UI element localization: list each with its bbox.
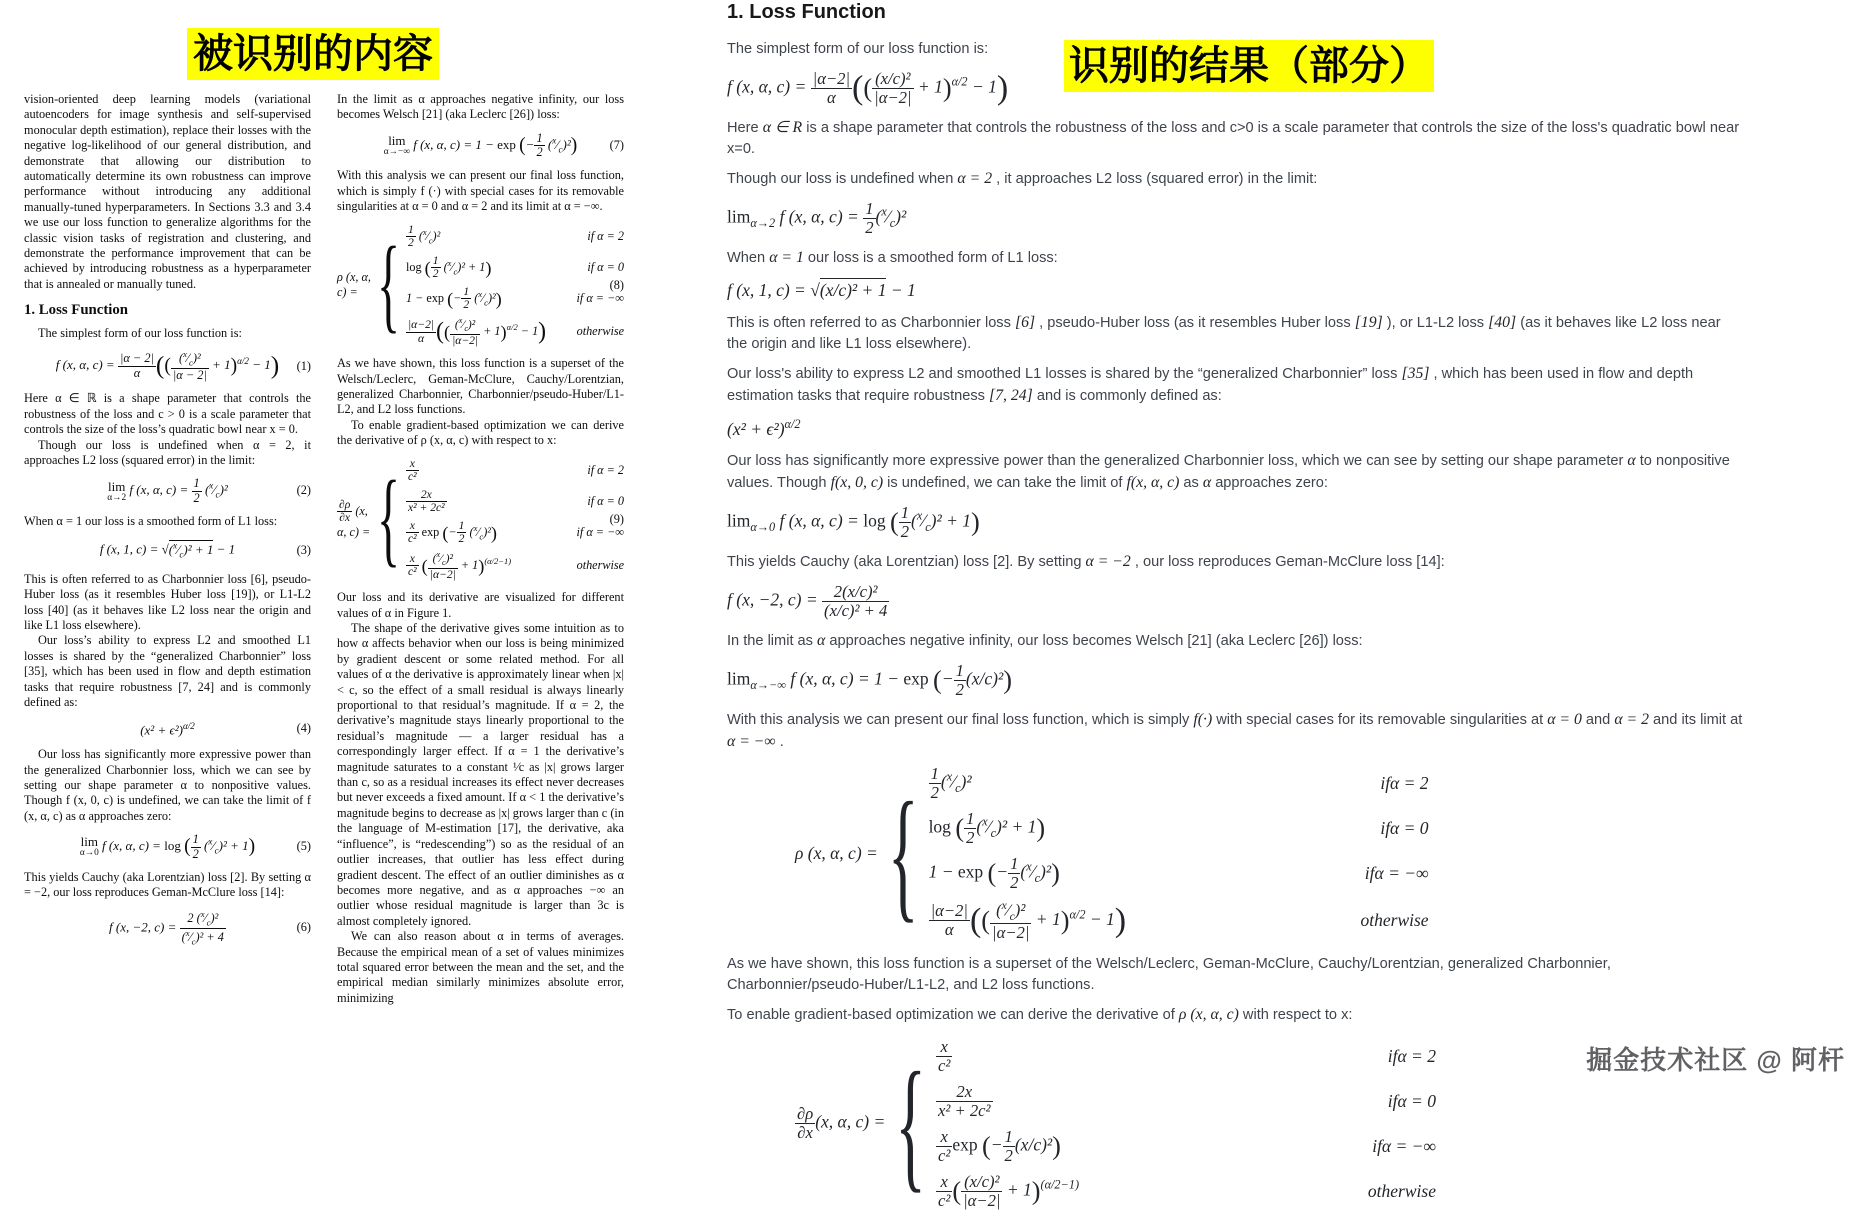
paper-paragraph-power: Our loss has significantly more expressive power than the generalized Charbonnier loss, which we can see by setting our shape parameter α to nonpositive values. Though f (x, 0, c) is undefined, we can take the limit of f (x, α, c) as α approaches zero: [24, 747, 311, 823]
case-expr: $\frac{2x}{\text{x² + 2c²}}$ [937, 1081, 991, 1120]
result-paragraph: When α = 1 our loss is a smoothed form of L1 loss: [727, 248, 1058, 266]
equation-8-lhs: ρ (x, α, c) = [337, 270, 371, 300]
case-expr: $\frac{|\alpha-2|}{\alpha}$ (( $\frac{(^x⁄_c)^2}{|\alpha-2|}$ + 1)$^{\alpha/2}$ − 1) [408, 315, 547, 347]
equation-6-number: (6) [296, 920, 311, 935]
paper-columns [0, 0, 700, 1006]
equation-4 [24, 719, 311, 738]
paper-column-2 [337, 92, 624, 1006]
equation-1-number: (1) [296, 358, 311, 373]
cases-brace: { [376, 460, 400, 578]
paper-paragraph-ability: Our loss’s ability to express L2 and smoothed L1 losses is shared by the “generalized Charbonnier” loss [35], which has been used in flow and depth estimation tasks that require robustness [7, 24] and is commonly defined as: [24, 633, 311, 709]
paper-paragraph-shape: The shape of the derivative gives some intuition as to how α affects behavior when our loss is being minimized by gradient descent or some related method. For all values of α the derivative is approximately linear when |x| < c, so the effect of a small residual is always linearly proportional to that residual’s magnitude. If α = 2, the derivative’s magnitude stays linearly proportional to the residual’s magnitude — a larger residual has a correspondingly larger effect. If α = 1 the derivative’s magnitude saturates to a constant ¹⁄c as |x| grows larger than c, so as a residual increases its effect never decreases but never exceeds a fixed amount. If α < 1 the derivative’s magnitude begins to decrease as |x| grows larger than c (in the language of M-estimation [17], the derivative, aka “influence”, is “redescending”) so as the residual of an outlier increases, that outlier has less effect during gradient descent. The effect of an outlier diminishes as α becomes more negative, and as α approaches −∞ an outlier whose residual magnitude is larger than 3c is almost completely ignored. [337, 621, 624, 928]
equation-9-lhs: $\frac{\partial\rho}{\partial x}$ (x, α, c) = [337, 497, 371, 539]
equation-7 [337, 132, 624, 160]
case-expr: $\frac{1}{2}$ $(^x⁄_c)^2$ [408, 222, 441, 250]
case-cond: if α = −∞ [576, 291, 624, 306]
equation-9 [337, 458, 624, 582]
watermark: 掘金技术社区 @ 阿杆 [1586, 1045, 1845, 1075]
result-equation-8 [795, 765, 1743, 942]
result-paragraph: Though our loss is undefined when α = 2 , it approaches L2 loss (squared error) in the limit: [727, 169, 1318, 187]
cases-brace: { [376, 226, 400, 344]
equation-5-number: (5) [296, 839, 311, 854]
case-expr: $\frac{1}{2}$ $(^x⁄_c)^2$ [930, 763, 972, 802]
case-cond: ifα = 0 [1380, 817, 1429, 838]
paper-paragraph-limit: In the limit as α approaches negative infinity, our loss becomes Welsch [21] (aka Leclerc [26]) loss: [337, 92, 624, 122]
result-paragraph: Here α ∈ R is a shape parameter that controls the robustness of the loss and c>0 is a scale parameter that controls the size of the loss's quadratic bowl near x=0. [727, 118, 1740, 157]
equation-7-number: (7) [609, 137, 624, 152]
case-expr: $\frac{2x}{\text{x² + 2c²}}$ [408, 487, 445, 515]
case-expr: $\frac{x}{\text{c²}}$ exp (− $\frac{1}{2}$ $(^x⁄_c)^2$) [408, 518, 498, 546]
equation-3 [24, 538, 311, 562]
result-paragraph: As we have shown, this loss function is a superset of the Welsch/Leclerc, Geman-McClure, Cauchy/Lorentzian, generalized Charbonnier, Charbonnier/pseudo-Huber/L1-L2, and L2 loss functions. [727, 955, 1611, 993]
result-equation-6: f (x, −2, c) = $\frac{\text{2(x/c)²}}{\text{(x/c)² + 4}}$ [727, 582, 888, 620]
equation-9-lhs: $\frac{\partial\rho}{\partial x}$ (x, α, c) = [797, 1104, 886, 1143]
equation-7-expression: lim α→−∞ f (x, α, c) = 1 − exp (− $\frac{1}{2}$ $(^x⁄_c)^2$) [383, 130, 578, 160]
paper-paragraph-intro: vision-oriented deep learning models (variational autoencoders for image synthesis and self-supervised monocular depth estimation), replace their losses with the negative log-likelihood of our general distribution, and demonstrate that allowing our distribution to automatically determine its own robustness can improve performance without introducing any additional manually-tuned hyperparameters. In Sections 3.3 and 3.4 we use our loss function to generalize algorithms for the classic vision tasks of registration and clustering, and demonstrate the performance improvement that can be achieved by introducing robustness as a hyperparameter that is annealed or manually tuned. [24, 92, 311, 291]
source-paper-page [0, 0, 700, 1089]
case-expr: log ( $\frac{1}{2}$ $(^x⁄_c)^2 + 1$) [406, 253, 492, 281]
paper-paragraph-cauchy: This yields Cauchy (aka Lorentzian) loss [2]. By setting α = −2, our loss reproduces Geman-McClure loss [14]: [24, 869, 311, 900]
case-cond: otherwise [1367, 1180, 1436, 1201]
result-paragraph: With this analysis we can present our final loss function, which is simply f(·) with special cases for its removable singularities at α = 0 and α = 2 and its limit at α = −∞ . [727, 710, 1743, 750]
equation-8 [337, 224, 624, 348]
case-cond: if α = 0 [587, 494, 624, 508]
result-paragraph: To enable gradient-based optimization we can derive the derivative of ρ (x, α, c) with respect to x: [727, 1005, 1353, 1023]
paper-paragraph-averages: We can also reason about α in terms of averages. Because the empirical mean of a set of values minimizes total squared error between the mean and the set, and the empirical median similarly minimizes absolute error, minimizing [337, 929, 624, 1005]
case-expr: 1 − exp (− $\frac{1}{2}$ $(^x⁄_c)^2$) [406, 284, 502, 312]
equation-4-expression: $(x^2 + \epsilon^2)^{\alpha/2}$ [140, 721, 195, 738]
cases-brace: { [887, 771, 919, 936]
equation-9-number: (9) [609, 511, 624, 526]
paper-paragraph-superset: As we have shown, this loss function is a superset of the Welsch/Leclerc, Geman-McClure, Cauchy/Lorentzian, generalized Charbonnier, Charbonnier/pseudo-Huber/L1-L2, and L2 loss functions. [337, 356, 624, 417]
paper-column-1 [24, 92, 311, 1006]
equation-3-expression: f (x, 1, $c) = √(^x⁄_c)^2 + 1 - 1$ [99, 540, 236, 560]
equation-8-number: (8) [609, 277, 624, 292]
case-cond: otherwise [576, 558, 624, 573]
equation-6-expression: f (x, −2, c) = $\frac{2 (^x⁄_c)^2}{(^x⁄_c)^2 + 4}$ [109, 908, 224, 947]
case-expr: $\frac{x}{\text{c²}}$ [937, 1036, 951, 1075]
result-equation-3: f (x, 1, c) = √(x/c)² + 1 − 1 [727, 279, 916, 300]
paper-paragraph-though: Though our loss is undefined when α = 2, it approaches L2 loss (squared error) in the limit: [24, 437, 311, 467]
result-equation-7: $\lim_{\alpha\to-\infty} f$ (x, α, c) = 1 − exp (− $\frac{1}{2}$ (x/c)²) [727, 660, 1012, 699]
case-cond: if α = 2 [587, 229, 624, 243]
case-cond: otherwise [1360, 910, 1429, 931]
case-cond: ifα = 0 [1387, 1090, 1436, 1111]
case-cond: if α = 2 [587, 462, 624, 477]
case-expr: $\frac{|\alpha-2|}{\alpha}$ (( $\frac{(^x⁄_c)^2}{|\alpha-2|}$ + 1)$^{\alpha/2}$ − 1) [930, 898, 1127, 942]
case-cond: otherwise [576, 324, 624, 339]
ocr-result-page [727, 0, 1743, 1222]
case-cond: ifα = 2 [1387, 1045, 1436, 1066]
case-cond: if α = 0 [587, 260, 624, 275]
result-paragraph: Our loss has significantly more expressive power than the generalized Charbonnier loss, which we can see by setting our shape parameter α to nonpositive values. Though f(x, 0, c) is undefined, we can take the limit of f(x, α, c) as α approaches zero: [727, 452, 1730, 492]
case-expr: log ( $\frac{1}{2}$ $(^x⁄_c)^2 + 1$) [928, 808, 1046, 847]
result-equation-1: f (x, α, c) = $\frac{|\alpha-2|}{\alpha}$ (( $\frac{\text{(x/c)²}}{|\alpha-2|}$ + 1)$^{\alpha/2}$ − 1) [727, 69, 1009, 107]
paper-paragraph-charbonnier: This is often referred to as Charbonnier loss [6], pseudo-Huber loss (as it resembles Huber loss [19]), or L1-L2 loss [40] (as it behaves like L2 loss near the origin and like L1 loss elsewhere). [24, 571, 311, 632]
paper-paragraph-visualized: Our loss and its derivative are visualized for different values of α in Figure 1. [337, 590, 624, 620]
equation-8-lhs: ρ (x, α, c) = [795, 842, 878, 863]
result-equation-4: $(x^2 + \epsilon^2)^{\alpha/2}$ [727, 416, 801, 439]
result-paragraph: This is often referred to as Charbonnier loss [6] , pseudo-Huber loss (as it resembles Huber loss [19] ), or L1-L2 loss [40] (as it behaves like L2 loss near the origin and like L1 loss elsewhere). [727, 313, 1721, 352]
equation-9-cases [337, 458, 624, 582]
result-equation-2: $\lim_{\alpha\to 2} f$ (x, α, c) = $\frac{1}{2}$ $(^x⁄_c)^2$ [727, 198, 907, 237]
equation-2-number: (2) [296, 483, 311, 498]
result-label: 识别的结果（部分） [1064, 40, 1434, 92]
result-paragraph: Our loss's ability to express L2 and smoothed L1 losses is shared by the “generalized Charbonnier” loss [35] , which has been used in flow and depth estimation tasks that require robustness [7, 24] and is commonly defined as: [727, 364, 1694, 404]
result-equation-5: $\lim_{\alpha\to 0} f$ (x, α, c) = log ( $\frac{1}{2}$ $(^x⁄_c)^2 + 1$) [727, 503, 980, 542]
paper-paragraph-gradient: To enable gradient-based optimization we can derive the derivative of ρ (x, α, c) with respect to x: [337, 417, 624, 448]
case-cond: ifα = −∞ [1372, 1135, 1436, 1156]
paper-paragraph-simplest: The simplest form of our loss function is: [38, 325, 242, 340]
result-paragraph: The simplest form of our loss function is: [727, 41, 989, 57]
equation-4-number: (4) [296, 721, 311, 736]
paper-paragraph-analysis: With this analysis we can present our final loss function, which is simply f (·) with special cases for its removable singularities at α = 0 and α = 2 and its limit at α = −∞. [337, 168, 624, 214]
case-cond: ifα = 2 [1380, 772, 1429, 793]
equation-1-expression: f (x, α, c) = $\frac{|\alpha - 2|}{\alpha}$ (( $\frac{(^x⁄_c)^2}{|\alpha - 2|}$ + 1)$^{\alpha/2}$ − 1) [55, 349, 280, 382]
case-cond: if α = −∞ [576, 525, 624, 540]
case-cond: ifα = −∞ [1364, 862, 1429, 883]
case-expr: $\frac{x}{\text{c²}}$ ( $\frac{(^x⁄_c)^2}{|\alpha-2|}$ + 1)$^{(\alpha/2-1)}$ [408, 549, 512, 581]
equation-8-cases [337, 224, 624, 348]
case-expr: 1 − exp (− $\frac{1}{2}$ $(^x⁄_c)^2$) [928, 853, 1060, 892]
equation-5-expression: lim α→0 f (x, α, c) = log ( $\frac{1}{2}$ $(^x⁄_c)^2 + 1$) [79, 832, 256, 861]
equation-2-expression: lim α→2 f (x, α, c) = $\frac{1}{2}$ $(^x⁄_c)^2$ [107, 476, 228, 505]
case-expr: $\frac{x}{\text{c²}}$ ( $\frac{\text{(x/c)²}}{|\alpha-2|}$ + 1)$^{(\alpha/2-1)}$ [937, 1171, 1080, 1210]
equation-2 [24, 477, 311, 505]
equation-3-number: (3) [296, 542, 311, 557]
paper-paragraph-here: Here α ∈ ℝ is a shape parameter that controls the robustness of the loss and c > 0 is a scale parameter that controls the size of the loss’s quadratic bowl near x = 0. [24, 391, 311, 437]
paper-paragraph-when: When α = 1 our loss is a smoothed form of L1 loss: [24, 514, 278, 529]
equation-5 [24, 833, 311, 861]
source-label: 被识别的内容 [187, 28, 439, 80]
case-expr: $\frac{x}{\text{c²}}$ exp (− $\frac{1}{2}$ (x/c)²) [937, 1126, 1061, 1165]
case-expr: $\frac{x}{\text{c²}}$ [408, 456, 417, 484]
result-paragraph: This yields Cauchy (aka Lorentzian) loss [2]. By setting α = −2 , our loss reproduces Geman-McClure loss [14]: [727, 553, 1445, 571]
result-heading: 1. Loss Function [727, 1, 886, 23]
result-paragraph: In the limit as α approaches negative infinity, our loss becomes Welsch [21] (aka Leclerc [26]) loss: [727, 631, 1363, 649]
equation-6 [24, 910, 311, 947]
equation-1 [24, 350, 311, 382]
cases-brace: { [895, 1042, 926, 1206]
paper-section-heading: 1. Loss Function [24, 302, 129, 319]
